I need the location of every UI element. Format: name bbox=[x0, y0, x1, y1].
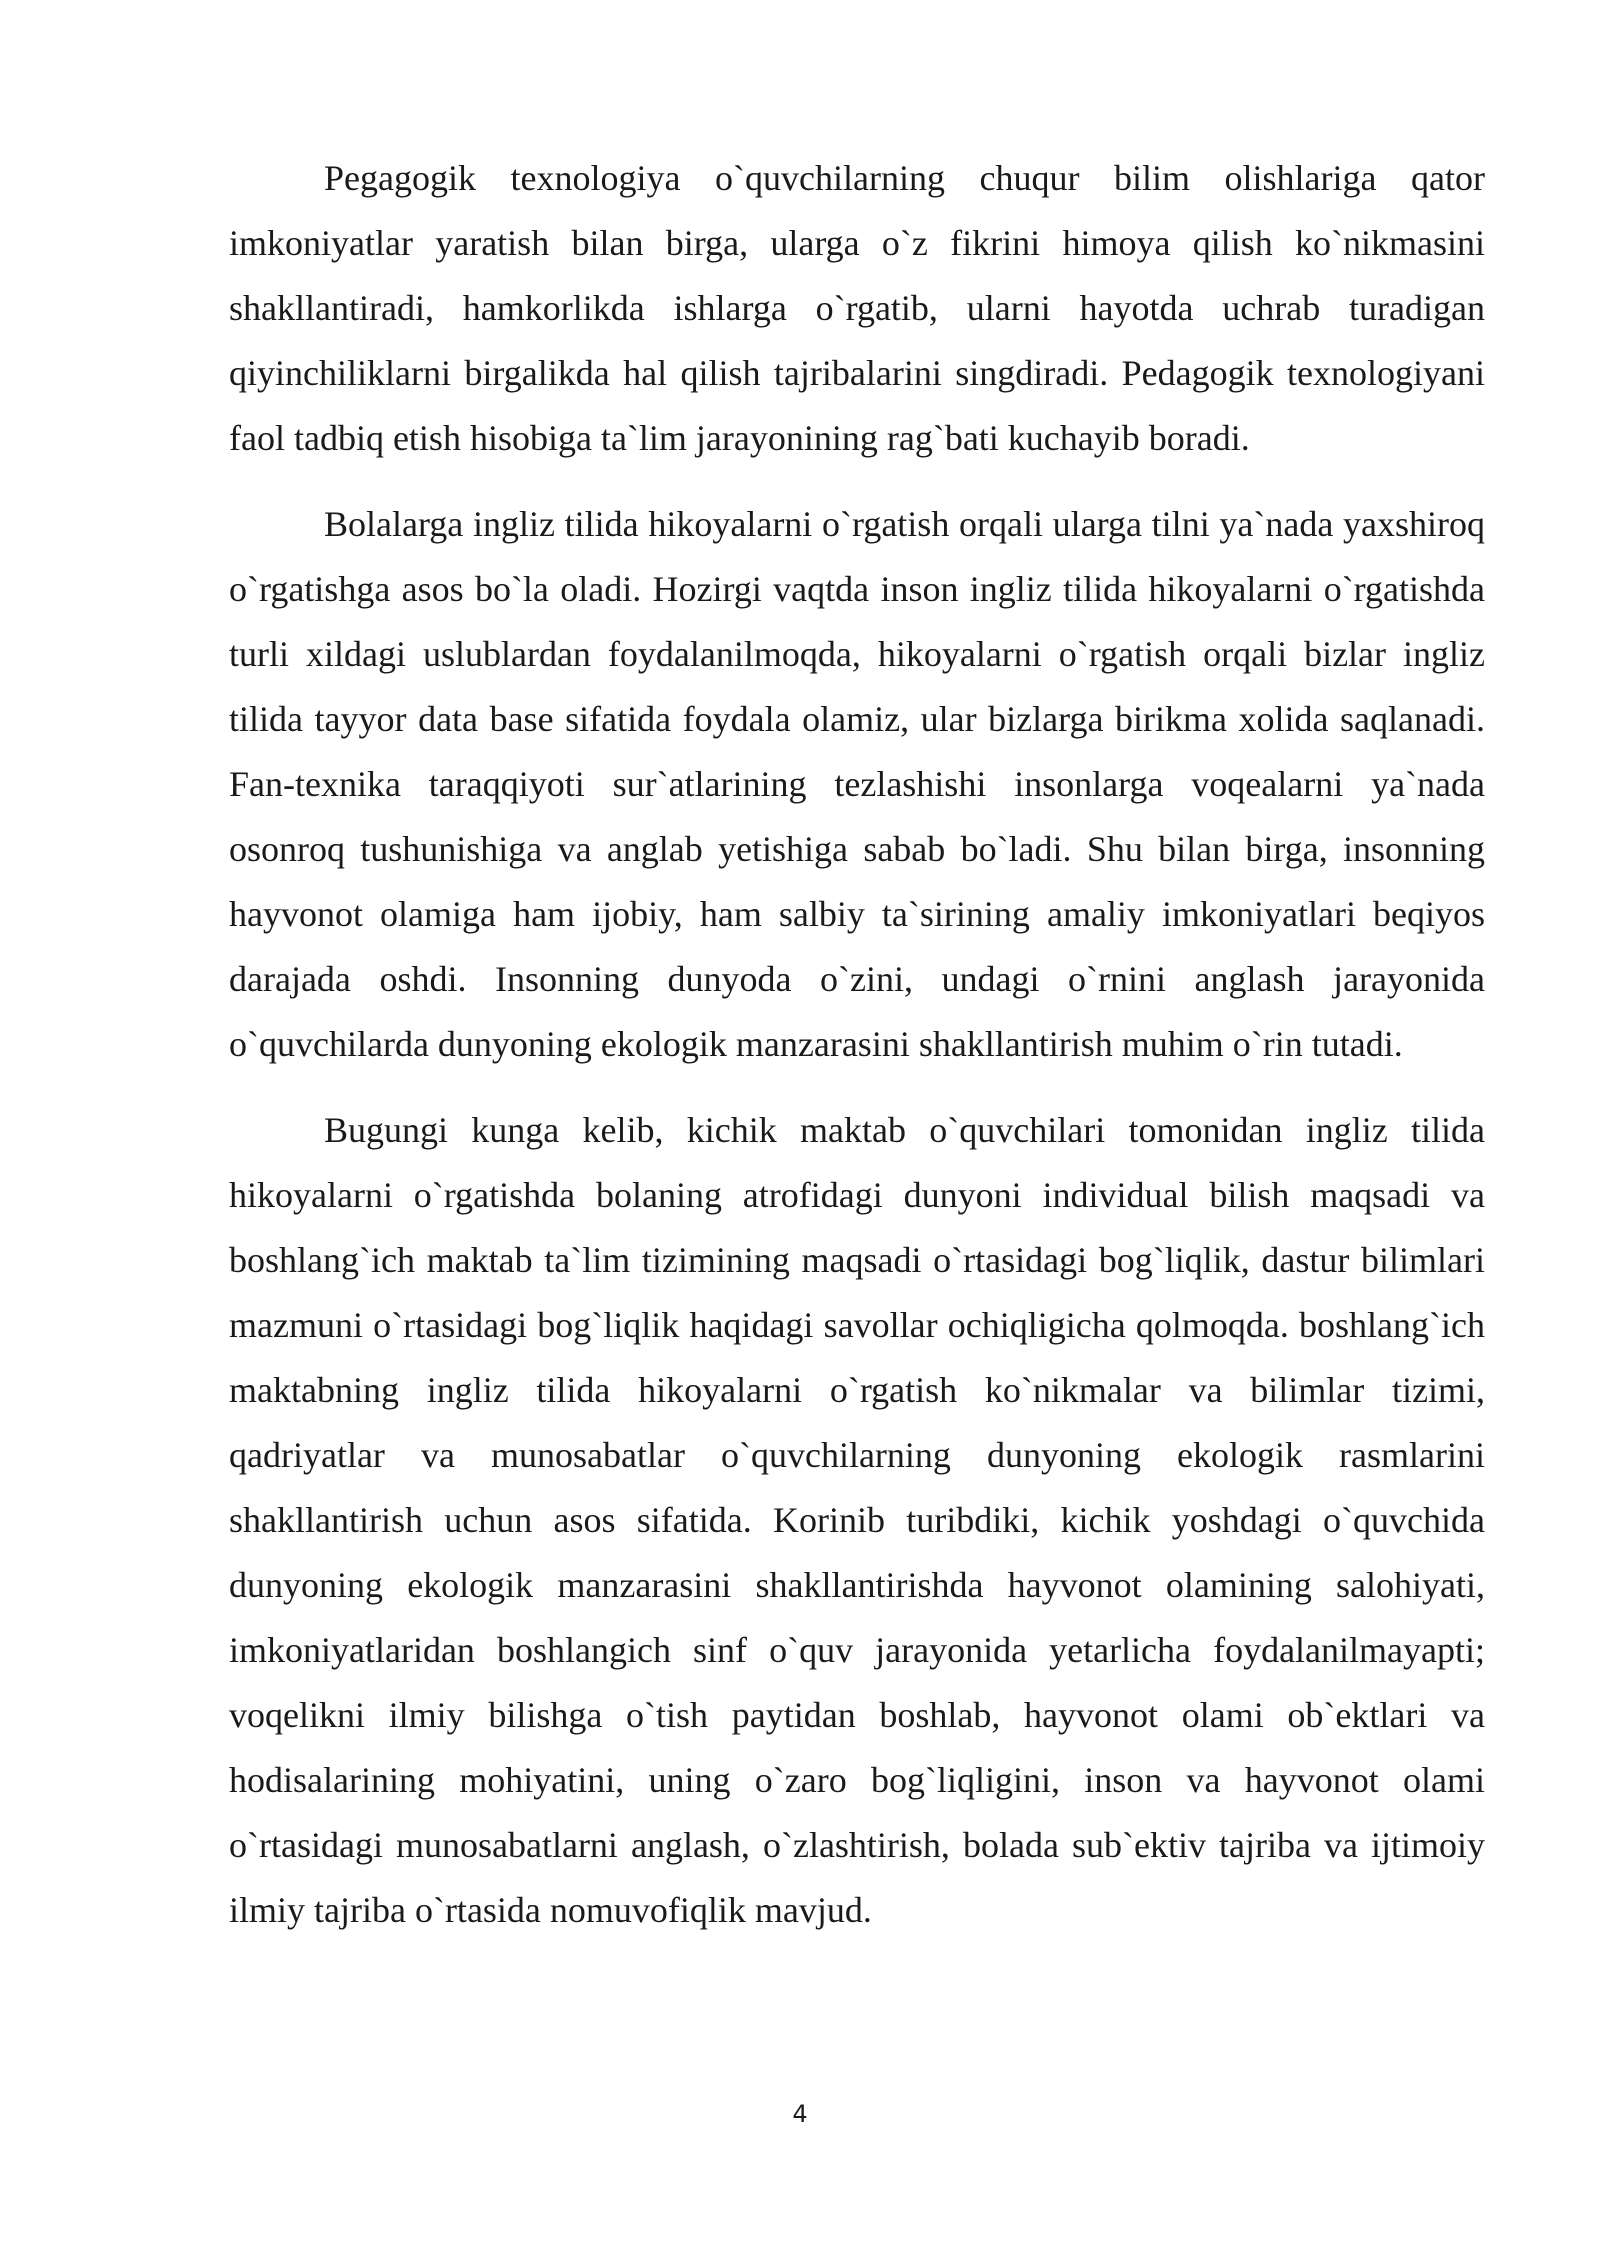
page-number: 4 bbox=[792, 2100, 808, 2128]
paragraph-teaching-stories: Bolalarga ingliz tilida hikoyalarni o`rgatish orqali ularga tilni ya`nada yaxshiroq o`rgatishga asos bo`la oladi. Hozirgi vaqtda inson ingliz tilida hikoyalarni o`rgatishda turli xildagi uslublardan foydalanilmoqda, hikoyalarni o`rgatish orqali bizlar ingliz tilida tayyor data base sifatida foydala olamiz, ular bizlarga birikma xolida saqlanadi. Fan-texnika taraqqiyoti sur`atlarining tezlashishi insonlarga voqealarni ya`nada osonroq tushunishiga va anglab yetishiga sabab bo`ladi. Shu bilan birga, insonning hayvonot olamiga ham ijobiy, ham salbiy ta`sirining amaliy imkoniyatlari beqiyos darajada oshdi. Insonning dunyoda o`zini, undagi o`rnini anglash jarayonida o`quvchilarda dunyoning ekologik manzarasini shakllantirish muhim o`rin tutadi. bbox=[229, 504, 1485, 1064]
paragraph-primary-school: Bugungi kunga kelib, kichik maktab o`quvchilari tomonidan ingliz tilida hikoyalarni o`rgatishda bolaning atrofidagi dunyoni individual bilish maqsadi va boshlang`ich maktab ta`lim tizimining maqsadi o`rtasidagi bog`liqlik, dastur bilimlari mazmuni o`rtasidagi bog`liqlik haqidagi savollar ochiqligicha qolmoqda. boshlang`ich maktabning ingliz tilida hikoyalarni o`rgatish ko`nikmalar va bilimlar tizimi, qadriyatlar va munosabatlar o`quvchilarning dunyoning ekologik rasmlarini shakllantirish uchun asos sifatida. Korinib turibdiki, kichik yoshdagi o`quvchida dunyoning ekologik manzarasini shakllantirishda hayvonot olamining salohiyati, imkoniyatlaridan boshlangich sinf o`quv jarayonida yetarlicha foydalanilmayapti; voqelikni ilmiy bilishga o`tish paytidan boshlab, hayvonot olami ob`ektlari va hodisalarining mohiyatini, uning o`zaro bog`liqligini, inson va hayvonot olami o`rtasidagi munosabatlarni anglash, o`zlashtirish, bolada sub`ektiv tajriba va ijtimoiy ilmiy tajriba o`rtasida nomuvofiqlik mavjud. bbox=[229, 1110, 1485, 1930]
document-body bbox=[229, 146, 1485, 1964]
paragraph-pedagogical-technology: Pegagogik texnologiya o`quvchilarning chuqur bilim olishlariga qator imkoniyatlar yaratish bilan birga, ularga o`z fikrini himoya qilish ko`nikmasini shakllantiradi, hamkorlikda ishlarga o`rgatib, ularni hayotda uchrab turadigan qiyinchiliklarni birgalikda hal qilish tajribalarini singdiradi. Pedagogik texnologiyani faol tadbiq etish hisobiga ta`lim jarayonining rag`bati kuchayib boradi. bbox=[229, 158, 1485, 458]
